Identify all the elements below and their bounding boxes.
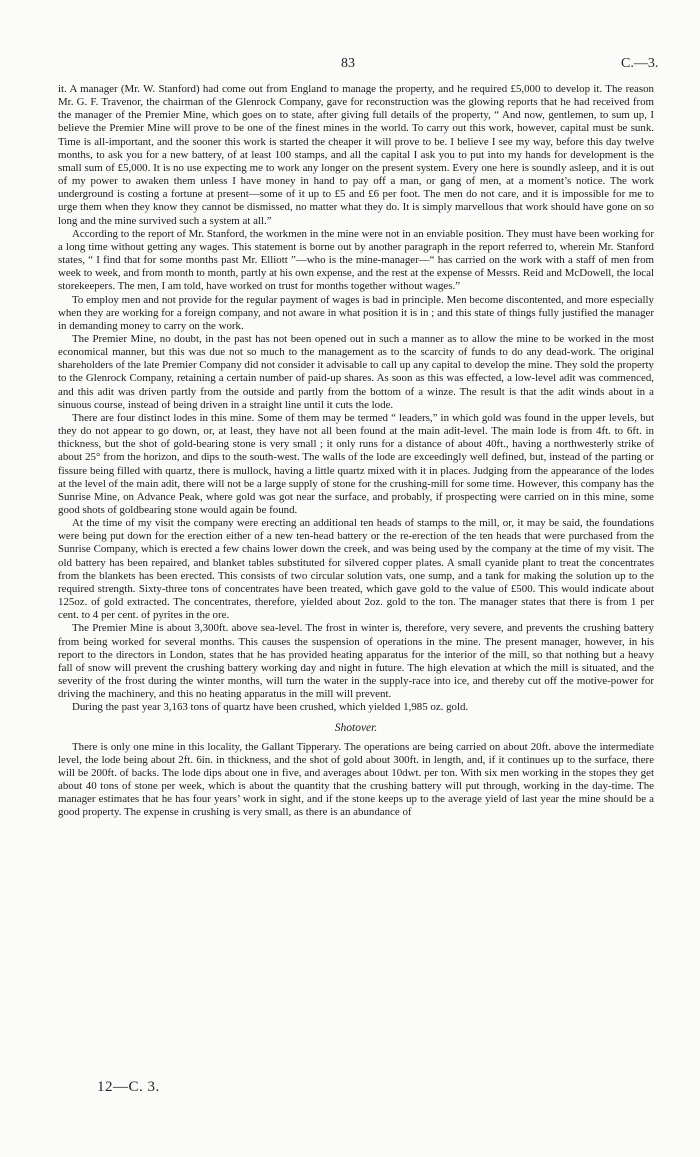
section-reference: C.—3. [621, 56, 659, 71]
report-body [58, 83, 654, 820]
paragraph-wages: To employ men and not provide for the regular payment of wages is bad in principle. Men become discontented, and more especially when they are working for a foreign company, and not aware in what position it is in ; and this state of things fully justified the manager in demanding money to carry on the work. [58, 293, 654, 332]
paragraph-stamps-erection: At the time of my visit the company were erecting an additional ten heads of stamps to the mill, or, it may be said, the foundations were being put down for the erection either of a new ten-head battery or the re-erection of the ten heads that were purchased from the Sunrise Company, which is erected a few chains lower down the creek, and was being used by the company at the time of my visit. The old battery has been repaired, and blanket tables substituted for silvered copper plates. A small cyanide plant to treat the concentrates from the blankets has been erected. This consists of two circular solution vats, one sump, and a tank for making the solution up to the required strength. Sixty-three tons of concentrates have been treated, which gave gold to the value of £500. This would indicate about 125oz. of gold extracted. The concentrates, therefore, yielded about 2oz. gold to the ton. The manager states that there is from 1 per cent. to 4 per cent. of pyrites in the ore. [58, 517, 654, 622]
page-number: 83 [341, 56, 355, 71]
section-heading-shotover: Shotover. [334, 721, 378, 734]
printer-signature: 12—C. 3. [97, 1079, 160, 1095]
paragraph-gallant-tipperary: There is only one mine in this locality, the Gallant Tipperary. The operations are being carried on about 20ft. above the intermediate level, the lode being about 2ft. 6in. in thickness, and the shot of gold about 300ft. in length, and, if it continues up to the surface, there will be 200ft. of backs. The lode dips about one in five, and averages about 10dwt. per ton. With six men working in the stopes they get about 40 tons of stone per week, which is about the quantity that the crushing battery will put through, working in the day-time. The manager estimates that he has four years’ work in sight, and if the stone keeps up to the average yield of last year the mine should be a good property. The expense in crushing is very small, as there is an abundance of [58, 740, 654, 819]
paragraph-elevation-frost: The Premier Mine is about 3,300ft. above sea-level. The frost in winter is, therefore, very severe, and prevents the crushing battery from being worked for several months. This causes the suspension of operations in the mine. The present manager, however, in his report to the directors in London, states that he has provided heating apparatus for the interior of the mill, so that nothing but a heavy fall of snow will prevent the crushing battery working day and night in future. The high elevation at which the mill is situated, and the severity of the frost during the winter months, will turn the water in the supply-race into ice, and thereby cut off the motive-power for driving the machinery, and this no heating apparatus in the mill will prevent. [58, 622, 654, 701]
paragraph-premier-mine-history: The Premier Mine, no doubt, in the past has not been opened out in such a manner as to allow the mine to be worked in the most economical manner, but this was due not so much to the management as to the scarcity of funds to do any dead-work. The original shareholders of the late Premier Company did not consider it advisable to call up any capital to develop the mine. They sold the property to the Glenrock Company, retaining a certain number of paid-up shares. As soon as this was effected, a low-level adit was commenced, and this adit was driven partly from the outside and partly from the bottom of a winze. The result is that the adit winds about in a sinuous course, instead of being driven in a straight line until it cuts the lode. [58, 332, 654, 411]
paragraph-lodes: There are four distinct lodes in this mine. Some of them may be termed “ leaders,” in which gold was found in the upper levels, but they do not appear to go down, or, at least, they have not all been found at the main adit-level. The main lode is from 4ft. to 6ft. in thickness, but the shot of gold-bearing stone is very small ; it only runs for a distance of about 40ft., having a northwesterly strike of about 25° from the horizon, and dips to the south-west. The walls of the lode are exceedingly well defined, but, instead of the parting or fissure being filled with quartz, there is mullock, having a little quartz mixed with it in places. Judging from the appearance of the lodes at the level of the main adit, there will not be a large supply of stone for the crushing-mill for some time. However, this company has the Sunrise Mine, on Advance Peak, where gold was got near the surface, and probably, if prospecting were carried on in this mine, some good shots of goldbearing stone would again be found. [58, 411, 654, 516]
paragraph-continuation: it. A manager (Mr. W. Stanford) had come out from England to manage the property, and he required £5,000 to develop it. The reason Mr. G. F. Travenor, the chairman of the Glenrock Company, gave for reconstruction was the glowing reports that he had received from the manager of the Premier Mine, which goes on to state, after giving full details of the property, “ And now, gentlemen, to sum up, I believe the Premier Mine will prove to be one of the finest mines in the world. To carry out this work, however, capital must be sunk. Time is all-important, and the sooner this work is started the cheaper it will prove to be. I believe I see my way, before this day twelve months, to ask you for a new battery, of at least 100 stamps, and all the capital I ask you to put into my hands for development is the small sum of £5,000. It is no use expecting me to work any longer on the present system. Every one here is soundly asleep, and it is out of my power to awaken them unless I have money in hand to pay off a man, or gang of men, at a moment’s notice. The work underground is costing a fortune at present—some of it up to £5 and £6 per foot. The men do not care, and it is impossible for me to urge them when they know they cannot be dismissed, no matter what they do. It is simply marvellous that work should have gone on so long and the mine survived such a system at all.” [58, 83, 654, 227]
paragraph-yield: During the past year 3,163 tons of quartz have been crushed, which yielded 1,985 oz. gold. [72, 701, 469, 714]
paragraph-stanford-report: According to the report of Mr. Stanford, the workmen in the mine were not in an enviable position. They must have been working for a long time without getting any wages. This statement is borne out by another paragraph in the report referred to, wherein Mr. Stanford states, “ I find that for some months past Mr. Elliott ”—who is the mine-manager—“ has carried on the work with a staff of men from week to week, and from month to month, partly at his own expense, and the rest at the expense of Messrs. Reid and McDowell, the local storekeepers. The men, I am told, have worked on trust for months together without wages.” [58, 227, 654, 293]
